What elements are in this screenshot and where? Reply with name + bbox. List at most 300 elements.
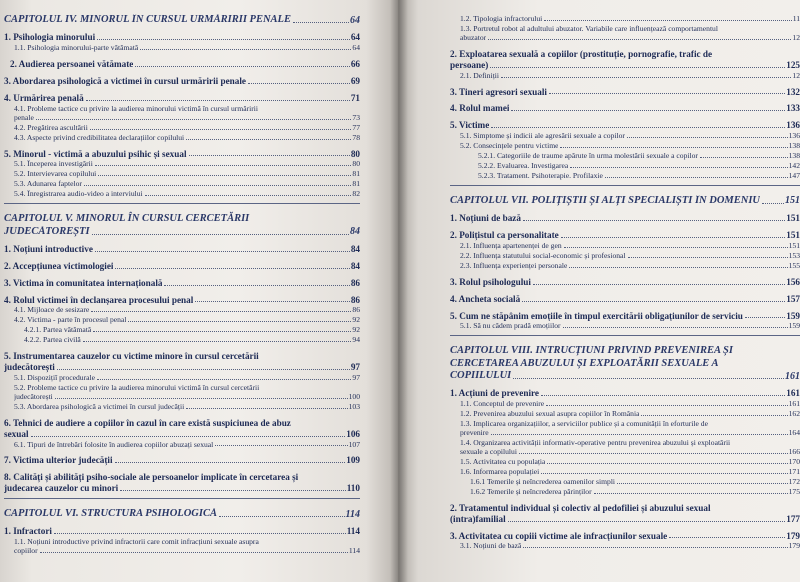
- toc-section-entry: [4, 149, 360, 160]
- toc-entry-line: [4, 14, 360, 26]
- toc-subsection-entry: [4, 316, 360, 325]
- toc-entry-title: 1.6. Informarea populației: [460, 468, 540, 477]
- toc-dot-leader: [569, 267, 787, 268]
- toc-entry-title-continued: persoane): [450, 59, 489, 70]
- toc-page-number: 100: [348, 391, 360, 401]
- toc-dot-leader: [541, 473, 787, 474]
- toc-page-number: 114: [346, 526, 360, 537]
- toc-dot-leader: [519, 453, 788, 454]
- toc-dot-leader: [564, 247, 788, 248]
- toc-entry-title: 1.5. Activitatea cu populația: [460, 458, 546, 467]
- toc-subsection-entry: [450, 72, 800, 81]
- toc-entry-title: 5.2. Consecințele pentru victime: [460, 142, 559, 151]
- toc-dot-leader: [563, 327, 788, 328]
- toc-entry-line: [4, 508, 360, 520]
- toc-dot-leader: [36, 119, 352, 120]
- toc-entry-line: [460, 15, 800, 24]
- toc-entry-line: [450, 230, 800, 241]
- right-page: [398, 0, 800, 582]
- toc-subsection-entry: [4, 374, 360, 383]
- toc-page-number: 86: [350, 294, 360, 305]
- toc-page-number: 12: [792, 32, 800, 42]
- toc-section-entry: [4, 295, 360, 306]
- toc-dot-leader: [95, 251, 350, 252]
- toc-entry-title: 8. Calități și abilități psiho-sociale ale persoanelor implicate în cercetarea și: [4, 472, 299, 483]
- toc-entry-line: [4, 261, 360, 272]
- toc-page-number: 151: [785, 195, 800, 207]
- toc-entry-title: 5.1. Începerea investigării: [14, 160, 93, 169]
- toc-page-number: 153: [788, 250, 800, 260]
- toc-page-number: 77: [352, 122, 360, 132]
- left-page: [0, 0, 398, 582]
- toc-entry-title-continued: judecătorești: [14, 392, 53, 401]
- toc-dot-leader: [92, 234, 349, 235]
- toc-page-number: 109: [346, 455, 360, 466]
- toc-page-number: 171: [788, 467, 800, 477]
- toc-page-number: 151: [788, 240, 800, 250]
- toc-section-entry: [450, 294, 800, 305]
- toc-entry-line: [450, 213, 800, 224]
- toc-page-number: 172: [788, 476, 800, 486]
- toc-entry-title: 5.1. Simptome și indicii ale agresării sexuale a copilor: [460, 132, 625, 141]
- toc-dot-leader: [641, 415, 787, 416]
- toc-page-number: 136: [788, 131, 800, 141]
- toc-dot-leader: [140, 49, 351, 50]
- toc-section-entry: [450, 103, 800, 114]
- toc-entry-title: 1. Infractori: [4, 526, 52, 537]
- toc-page-number: 159: [788, 321, 800, 331]
- toc-entry-title: CAPITOLUL VIII. INTRUCȚIUNI PRIVIND PREVENIREA ȘI: [450, 345, 733, 357]
- toc-entry-title-continued: (intra)familial: [450, 513, 506, 524]
- toc-section-entry: [4, 472, 360, 494]
- toc-entry-line: [14, 190, 360, 199]
- toc-entry-line: [450, 388, 800, 399]
- toc-entry-line: [450, 195, 800, 207]
- toc-entry-line: [24, 336, 360, 345]
- toc-entry-line: [14, 393, 360, 402]
- toc-subsection-entry: [4, 170, 360, 179]
- toc-dot-leader: [128, 321, 351, 322]
- toc-entry-title: 2.1. Definiții: [460, 71, 500, 80]
- toc-subsection-entry: [450, 420, 800, 438]
- toc-section-entry: [4, 32, 360, 43]
- toc-dot-leader: [549, 93, 785, 94]
- toc-dot-leader: [501, 77, 791, 78]
- toc-page-number: 97: [350, 362, 360, 373]
- toc-entry-title: 1.1. Psihologia minorului-parte vătămată: [14, 44, 139, 53]
- toc-entry-line: [450, 370, 800, 382]
- toc-page-number: 71: [350, 92, 360, 103]
- toc-dot-leader: [594, 493, 788, 494]
- toc-page-number: 179: [786, 530, 800, 541]
- toc-page-number: 161: [785, 370, 800, 382]
- toc-section-entry: [4, 455, 360, 466]
- toc-chapter-heading: [450, 345, 800, 382]
- toc-page-number: 138: [788, 151, 800, 161]
- toc-subsection-entry: [450, 410, 800, 419]
- toc-section-entry: [4, 351, 360, 373]
- toc-page-number: 175: [788, 486, 800, 496]
- toc-entry-line: [460, 429, 800, 438]
- toc-chapter-heading: [4, 213, 360, 238]
- toc-dot-leader: [93, 331, 351, 332]
- toc-entry-line: [14, 124, 360, 133]
- toc-dot-leader: [120, 490, 345, 491]
- toc-subsection-entry: [4, 403, 360, 412]
- toc-section-entry: [4, 93, 360, 104]
- toc-dot-leader: [491, 434, 788, 435]
- toc-entry-title: 5.2. Intervievarea copilului: [14, 170, 97, 179]
- toc-dot-leader: [511, 110, 785, 111]
- toc-section-entry: [450, 49, 800, 71]
- toc-entry-line: [460, 410, 800, 419]
- toc-entry-line: [4, 93, 360, 104]
- toc-page-number: 114: [348, 546, 360, 556]
- toc-entry-line: [460, 468, 800, 477]
- toc-entry-line: [14, 134, 360, 143]
- toc-subsection-entry: [450, 478, 800, 487]
- toc-chapter-heading: [4, 14, 360, 26]
- toc-subsection-entry: [450, 132, 800, 141]
- toc-entry-title-continued: sexuale a copilului: [460, 448, 517, 457]
- toc-page-number: 133: [786, 103, 800, 114]
- toc-entry-title: 3.1. Noțiuni de bază: [460, 542, 522, 551]
- toc-subsection-entry: [4, 134, 360, 143]
- toc-dot-leader: [627, 137, 788, 138]
- toc-page-number: 86: [350, 277, 360, 288]
- toc-dot-leader: [522, 301, 785, 302]
- toc-page-number: 80: [350, 148, 360, 159]
- toc-entry-title: 5.1. Să nu cădem pradă emoțiilor: [460, 322, 561, 331]
- toc-entry-title-continued: prevenire: [460, 429, 489, 438]
- toc-entry-title: 3. Activitatea cu copiii victime ale infracțiunilor sexuale: [450, 530, 668, 541]
- toc-dot-leader: [523, 547, 787, 548]
- toc-entry-line: [450, 294, 800, 305]
- toc-section-entry: [450, 87, 800, 98]
- toc-subsection-entry: [450, 262, 800, 271]
- toc-entry-title-continued: abuzator: [460, 33, 487, 42]
- toc-entry-line: [450, 311, 800, 322]
- toc-page-number: 97: [352, 372, 360, 382]
- toc-entry-title: 2. Tratamentul individual și colectiv al pedofiliei și abuzului sexual: [450, 502, 711, 513]
- toc-dot-leader: [145, 195, 352, 196]
- toc-entry-line: [4, 362, 360, 373]
- toc-entry-line: [4, 483, 360, 494]
- toc-entry-title: 4.2. Pregătirea ascultării: [14, 123, 88, 132]
- toc-entry-line: [14, 547, 360, 556]
- toc-entry-title-continued: JUDECĂTOREȘTI: [4, 225, 90, 237]
- toc-page-number: 73: [352, 112, 360, 122]
- chapter-divider: [4, 203, 360, 204]
- toc-entry-line: [4, 429, 360, 440]
- toc-entry-title: 2. Exploatarea sexuală a copiilor (prostituție, pornografie, trafic de: [450, 48, 713, 59]
- toc-dot-leader: [293, 22, 349, 23]
- toc-entry-title-continued: CERCETAREA ABUZULUI ȘI EXPLOATĂRII SEXUALE A: [450, 357, 719, 369]
- toc-page-number: 125: [786, 59, 800, 70]
- toc-page-number: 64: [352, 43, 360, 53]
- toc-entry-line: [460, 142, 800, 151]
- toc-entry-line: [450, 514, 800, 525]
- toc-subsection-entry: [450, 162, 800, 171]
- toc-entry-line: [14, 170, 360, 179]
- toc-dot-leader: [491, 127, 785, 128]
- toc-dot-leader: [617, 483, 788, 484]
- toc-entry-line: [4, 226, 360, 238]
- toc-dot-leader: [83, 341, 352, 342]
- toc-subsection-entry: [450, 322, 800, 331]
- toc-page-number: 155: [788, 260, 800, 270]
- toc-entry-line: [4, 76, 360, 87]
- toc-entry-line: [478, 152, 800, 161]
- toc-entry-title: CAPITOLUL V. MINORUL ÎN CURSUL CERCETĂRII: [4, 213, 250, 225]
- toc-entry-title: 4. Rolul victimei în declanșarea procesului penal: [4, 294, 194, 305]
- chapter-divider: [450, 335, 800, 336]
- toc-entry-title: 5.2.2. Evaluarea. Investigarea: [478, 161, 569, 170]
- toc-dot-leader: [490, 67, 785, 68]
- toc-page-number: 84: [350, 226, 360, 238]
- toc-dot-leader: [533, 284, 785, 285]
- toc-section-entry: [450, 503, 800, 525]
- toc-entry-line: [460, 322, 800, 331]
- toc-entry-line: [10, 59, 360, 70]
- toc-dot-leader: [544, 20, 791, 21]
- toc-entry-line: [478, 162, 800, 171]
- toc-page-number: 151: [786, 230, 800, 241]
- toc-entry-title: 3. Rolul psihologului: [450, 276, 531, 287]
- toc-page-number: 106: [346, 428, 360, 439]
- toc-entry-line: [14, 160, 360, 169]
- toc-dot-leader: [164, 285, 349, 286]
- chapter-divider: [450, 185, 800, 186]
- toc-page-number: 84: [350, 244, 360, 254]
- toc-dot-leader: [95, 165, 352, 166]
- toc-dot-leader: [86, 100, 350, 101]
- toc-dot-leader: [54, 533, 346, 534]
- toc-entry-title: 5.3. Abordarea psihologică a victimei în cursul judecății: [14, 402, 185, 411]
- toc-entry-title: 4.1. Mijloace de sesizare: [14, 306, 90, 315]
- toc-page-number: 82: [352, 189, 360, 199]
- toc-page-number: 92: [352, 315, 360, 325]
- toc-page-number: 156: [786, 276, 800, 287]
- toc-entry-title: 1.1. Noțiuni introductive privind infractorii care comit infracțiuni sexuale asupra: [14, 537, 259, 547]
- toc-dot-leader: [488, 39, 791, 40]
- toc-dot-leader: [219, 516, 345, 517]
- toc-entry-title: 4.2.2. Partea civilă: [24, 336, 81, 345]
- toc-chapter-heading: [4, 508, 360, 520]
- toc-page-number: 177: [786, 513, 800, 524]
- toc-entry-title: 1.3. Portretul robot al adultului abuzator. Variabile care influențează comportamentul: [460, 23, 718, 33]
- toc-entry-title: 3. Tineri agresori sexuali: [450, 86, 547, 97]
- toc-entry-line: [450, 531, 800, 542]
- toc-entry-title: 5. Victime: [450, 120, 490, 131]
- toc-page-number: 66: [350, 59, 360, 70]
- toc-section-entry: [450, 230, 800, 241]
- toc-page-number: 161: [788, 399, 800, 409]
- toc-entry-title: 6. Tehnici de audiere a copiilor în cazul în care există suspiciunea de abuz: [4, 417, 291, 428]
- toc-subsection-entry: [450, 439, 800, 457]
- toc-dot-leader: [547, 463, 787, 464]
- toc-page-number: 162: [788, 409, 800, 419]
- toc-dot-leader: [762, 203, 784, 204]
- toc-entry-title: 4. Ancheta socială: [450, 293, 521, 304]
- toc-subsection-entry: [450, 458, 800, 467]
- toc-page-number: 107: [348, 439, 360, 449]
- toc-section-entry: [4, 418, 360, 440]
- toc-dot-leader: [248, 83, 350, 84]
- toc-dot-leader: [700, 157, 788, 158]
- toc-page-number: 84: [350, 260, 360, 271]
- toc-page-number: 12: [792, 70, 800, 80]
- toc-dot-leader: [508, 521, 786, 522]
- toc-page-number: 64: [350, 32, 360, 43]
- toc-dot-leader: [135, 66, 349, 67]
- toc-entry-line: [460, 132, 800, 141]
- toc-entry-line: [14, 441, 360, 450]
- toc-entry-title: 5.3. Adunarea faptelor: [14, 180, 82, 189]
- toc-page-number: 159: [786, 310, 800, 321]
- toc-entry-line: [4, 149, 360, 160]
- toc-subsection-entry: [4, 180, 360, 189]
- toc-entry-line: [460, 34, 800, 43]
- toc-dot-leader: [570, 167, 787, 168]
- toc-dot-leader: [90, 129, 352, 130]
- toc-entry-title: 2.1. Influența apartenenței de gen: [460, 241, 562, 250]
- toc-dot-leader: [91, 311, 351, 312]
- toc-section-entry: [4, 76, 360, 87]
- toc-page-number: 142: [788, 160, 800, 170]
- toc-subsection-entry: [4, 124, 360, 133]
- toc-entry-line: [460, 448, 800, 457]
- toc-entry-line: [14, 44, 360, 53]
- toc-section-entry: [4, 244, 360, 255]
- toc-entry-line: [470, 488, 800, 497]
- chapter-divider: [4, 498, 360, 499]
- toc-entry-title-continued: judecarea cauzelor cu minori: [4, 483, 119, 494]
- toc-entry-line: [450, 87, 800, 98]
- toc-dot-leader: [186, 408, 347, 409]
- toc-subsection-entry: [4, 306, 360, 315]
- toc-entry-title: CAPITOLUL IV. MINORUL ÎN CURSUL URMĂRIRII PENALE: [4, 14, 291, 25]
- toc-entry-line: [450, 60, 800, 71]
- toc-chapter-heading: [450, 195, 800, 207]
- toc-subsection-entry: [4, 384, 360, 402]
- toc-dot-leader: [189, 155, 350, 156]
- toc-page-number: 151: [786, 213, 800, 224]
- toc-entry-line: [4, 526, 360, 537]
- toc-page-number: 164: [788, 428, 800, 438]
- toc-entry-title: 4.3. Aspecte privind credibilitatea declarațiilor copilului: [14, 133, 185, 142]
- toc-subsection-entry: [450, 142, 800, 151]
- toc-subsection-entry: [450, 468, 800, 477]
- toc-entry-title: 1. Psihologia minorului: [4, 32, 96, 43]
- toc-entry-line: [460, 252, 800, 261]
- toc-dot-leader: [97, 39, 350, 40]
- toc-entry-title: 1.6.2 Temerile și neîncrederea părinților: [470, 487, 592, 496]
- toc-page-number: 103: [348, 401, 360, 411]
- toc-entry-line: [14, 180, 360, 189]
- toc-dot-leader: [115, 268, 349, 269]
- toc-entry-title: 4. Rolul mamei: [450, 103, 510, 114]
- toc-dot-leader: [546, 405, 787, 406]
- toc-page-number: 80: [352, 159, 360, 169]
- toc-entry-title: 5.4. Înregistrarea audio-video a interviului: [14, 190, 143, 199]
- toc-page-number: 138: [788, 141, 800, 151]
- toc-entry-title-continued: penale: [14, 113, 34, 122]
- toc-subsection-entry: [450, 400, 800, 409]
- toc-entry-title: 3. Abordarea psihologică a victimei în cursul urmăririi penale: [4, 76, 247, 87]
- toc-entry-line: [14, 374, 360, 383]
- toc-page-number: 179: [788, 541, 800, 551]
- toc-entry-line: [14, 316, 360, 325]
- toc-subsection-entry: [4, 538, 360, 556]
- toc-entry-title-continued: judecătorești: [4, 362, 55, 373]
- toc-subsection-entry: [450, 152, 800, 161]
- toc-entry-title-continued: COPIILULUI: [450, 370, 512, 382]
- toc-page-number: 157: [786, 293, 800, 304]
- toc-subsection-entry: [4, 105, 360, 123]
- toc-entry-line: [460, 542, 800, 551]
- toc-entry-title: 5.2.3. Tratament. Psihoterapie. Profilaxie: [478, 171, 603, 180]
- toc-section-entry: [450, 120, 800, 131]
- toc-subsection-entry: [4, 336, 360, 345]
- toc-entry-title: 5.2. Probleme tactice cu privire la audierea minorului victimă în cursul cercetării: [14, 382, 260, 392]
- toc-entry-title: CAPITOLUL VII. POLIȚIȘTII ȘI ALȚI SPECIALIȘTI ÎN DOMENIU: [450, 194, 761, 206]
- toc-entry-title: 1.1. Conceptul de prevenire: [460, 400, 545, 409]
- toc-page-number: 170: [788, 457, 800, 467]
- toc-entry-line: [4, 295, 360, 306]
- toc-entry-title: 2. Audierea persoanei vătămate: [10, 59, 134, 70]
- toc-entry-title: 2. Polițistul ca personalitate: [450, 230, 559, 241]
- toc-section-entry: [4, 278, 360, 289]
- toc-subsection-entry: [4, 44, 360, 53]
- toc-entry-line: [460, 400, 800, 409]
- toc-page-number: 166: [788, 447, 800, 457]
- toc-page-number: 11: [792, 14, 800, 23]
- toc-subsection-entry: [4, 190, 360, 199]
- toc-entry-title: 1.2. Tipologia infractorului: [460, 15, 543, 23]
- toc-page-number: 161: [786, 388, 800, 399]
- toc-entry-line: [450, 103, 800, 114]
- toc-page-number: 92: [352, 325, 360, 335]
- toc-subsection-entry: [450, 252, 800, 261]
- toc-page-number: 81: [352, 169, 360, 179]
- toc-subsection-entry: [4, 441, 360, 450]
- toc-entry-title: 5.1. Dispozițiî procedurale: [14, 373, 95, 382]
- toc-page-number: 64: [350, 14, 360, 26]
- toc-entry-line: [478, 172, 800, 181]
- toc-section-entry: [450, 311, 800, 322]
- toc-dot-leader: [195, 301, 350, 302]
- toc-entry-title: CAPITOLUL VI. STRUCTURA PSIHOLOGICĂ: [4, 508, 217, 520]
- toc-dot-leader: [84, 185, 352, 186]
- toc-dot-leader: [97, 379, 351, 380]
- toc-section-entry: [450, 277, 800, 288]
- toc-entry-title: 5. Instrumentarea cauzelor cu victime minore în cursul cercetării: [4, 351, 259, 362]
- toc-entry-line: [4, 244, 360, 255]
- toc-entry-line: [14, 403, 360, 412]
- toc-page-number: 94: [352, 335, 360, 345]
- toc-entry-line: [450, 120, 800, 131]
- toc-entry-title: 1.4. Organizarea activității informativ-operative pentru prevenirea abuzului și exploatării: [460, 438, 731, 448]
- toc-subsection-entry: [450, 242, 800, 251]
- toc-page-number: 69: [350, 76, 360, 87]
- toc-page-number: 81: [352, 179, 360, 189]
- toc-entry-line: [460, 458, 800, 467]
- toc-entry-title: 1. Noțiuni de bază: [450, 213, 521, 224]
- toc-dot-leader: [745, 317, 785, 318]
- toc-entry-title-continued: sexual: [4, 428, 29, 439]
- toc-subsection-entry: [450, 15, 800, 24]
